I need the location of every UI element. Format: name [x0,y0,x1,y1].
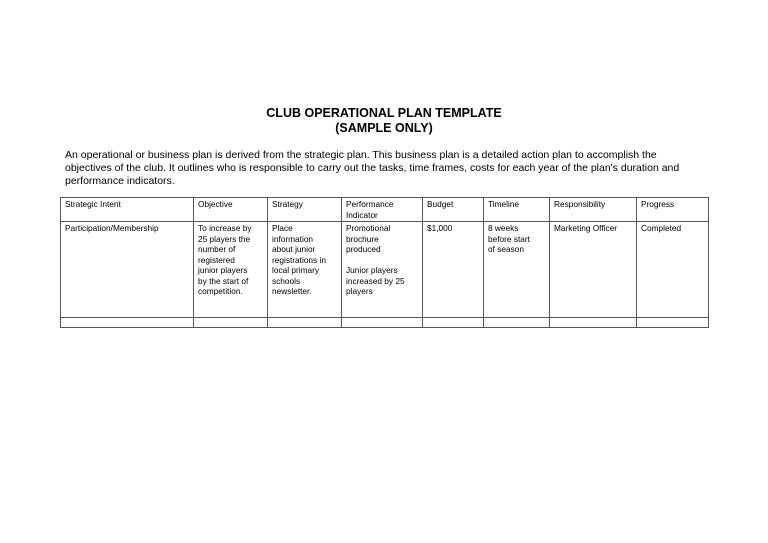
cell-line: by the start of [198,275,249,286]
cell-performance-indicator [342,222,423,318]
document-title [0,106,768,136]
cell-line: schools [272,275,301,286]
cell-line: registrations in [272,254,326,265]
cell-line: 8 weeks [488,223,519,233]
cell-progress: Completed [637,222,709,318]
cell-line: number of [198,244,236,254]
header-strategy: Strategy [268,198,342,222]
header-strategic-intent: Strategic Intent [61,198,194,222]
cell-line: information [272,233,314,244]
header-performance-line-2: Indicator [346,209,378,220]
cell-line: junior players [198,265,248,275]
title-line-2: (SAMPLE ONLY) [335,121,433,135]
cell-line: newsletter. [272,286,312,296]
cell-line: local primary [272,265,320,275]
cell-line: To increase by [198,223,252,233]
cell-line: about junior [272,244,316,254]
header-progress: Progress [637,198,709,222]
cell-line: before start [488,233,530,244]
intro-paragraph: An operational or business plan is derived from the strategic plan. This business plan is a detailed action plan to accomplish the objectives of the club. It outlines who is responsible to carry out the tasks, time frames, costs for each year of the plan's duration and performance indicators. [65,149,680,187]
cell-line: produced [346,244,381,254]
cell-line: 25 players the [198,233,251,244]
header-timeline: Timeline [484,198,550,222]
table-row-empty [61,318,709,328]
line-gap [346,255,418,266]
header-responsibility: Responsibility [550,198,637,222]
cell-line: Junior players [346,265,398,275]
header-budget: Budget [423,198,484,222]
header-performance-indicator [342,198,423,222]
title-line-1: CLUB OPERATIONAL PLAN TEMPLATE [266,106,502,120]
cell-line: brochure [346,233,379,244]
header-objective: Objective [194,198,268,222]
cell-line: Place [272,223,293,233]
empty-cell [342,318,423,328]
empty-cell [194,318,268,328]
header-performance-line-1: Performance [346,199,394,209]
cell-timeline [484,222,550,318]
cell-line: competition. [198,286,243,296]
operational-plan-table [60,197,709,328]
table-row [61,222,709,318]
table-header-row [61,198,709,222]
cell-budget: $1,000 [423,222,484,318]
cell-line: Promotional [346,223,391,233]
empty-cell [268,318,342,328]
cell-line: increased by 25 [346,275,405,286]
empty-cell [61,318,194,328]
empty-cell [484,318,550,328]
cell-line: players [346,286,373,296]
cell-strategic-intent: Participation/Membership [61,222,194,318]
empty-cell [550,318,637,328]
cell-objective [194,222,268,318]
cell-line: registered [198,254,235,265]
cell-strategy [268,222,342,318]
empty-cell [637,318,709,328]
cell-responsibility: Marketing Officer [550,222,637,318]
cell-line: of season [488,244,524,254]
empty-cell [423,318,484,328]
